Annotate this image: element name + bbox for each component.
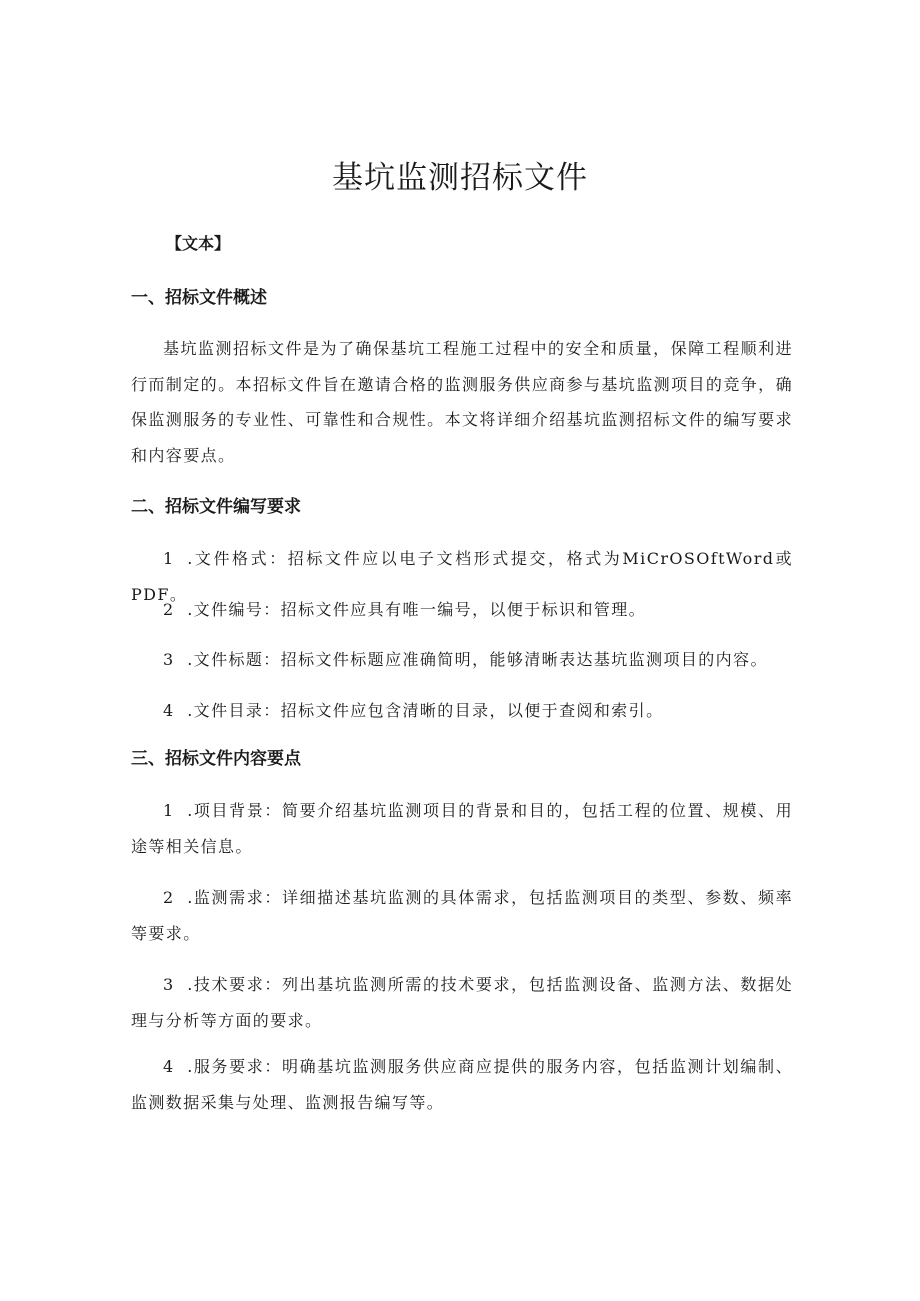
list-item-number: 4 — [163, 701, 174, 720]
text-tag: 【文本】 — [166, 234, 231, 253]
list-item-number: 3 — [163, 975, 174, 994]
list-item-text: .服务要求：明确基坑监测服务供应商应提供的服务内容，包括监测计划编制、监测数据采集与处理、监测报告编写等。 — [131, 1057, 793, 1112]
list-item — [131, 880, 793, 951]
list-item-number: 2 — [163, 600, 174, 619]
list-item-number: 1 — [163, 801, 174, 820]
list-item-text: .项目背景：简要介绍基坑监测项目的背景和目的，包括工程的位置、规模、用途等相关信息。 — [131, 801, 793, 856]
list-item-text: .监测需求：详细描述基坑监测的具体需求，包括监测项目的类型、参数、频率等要求。 — [131, 888, 793, 943]
list-item — [131, 592, 793, 628]
document-title: 基坑监测招标文件 — [332, 160, 588, 196]
section-3-heading: 三、招标文件内容要点 — [131, 749, 301, 769]
list-item-number: 1 — [163, 549, 174, 568]
list-item — [131, 1049, 793, 1120]
section-1-paragraph: 基坑监测招标文件是为了确保基坑工程施工过程中的安全和质量，保障工程顺利进行而制定的。本招标文件旨在邀请合格的监测服务供应商参与基坑监测项目的竞争，确保监测服务的专业性、可靠性和合规性。本文将详细介绍基坑监测招标文件的编写要求和内容要点。 — [131, 339, 793, 465]
list-item-text: .技术要求：列出基坑监测所需的技术要求，包括监测设备、监测方法、数据处理与分析等方面的要求。 — [131, 975, 793, 1030]
list-item — [131, 642, 793, 678]
list-item-text: .文件格式：招标文件应以电子文档形式提交，格式为MiCrOSOftWord或PDF。 — [131, 549, 793, 604]
list-item — [131, 967, 793, 1038]
list-item-number: 3 — [163, 650, 174, 669]
list-item-text: .文件编号：招标文件应具有唯一编号，以便于标识和管理。 — [187, 600, 647, 619]
list-item — [131, 693, 793, 729]
section-2-heading: 二、招标文件编写要求 — [131, 497, 301, 517]
list-item-text: .文件标题：招标文件标题应准确简明，能够清晰表达基坑监测项目的内容。 — [187, 650, 768, 669]
section-1-heading: 一、招标文件概述 — [131, 288, 267, 308]
list-item — [131, 793, 793, 864]
list-item-number: 4 — [163, 1057, 174, 1076]
list-item-text: .文件目录：招标文件应包含清晰的目录，以便于查阅和索引。 — [187, 701, 664, 720]
list-item-number: 2 — [163, 888, 174, 907]
